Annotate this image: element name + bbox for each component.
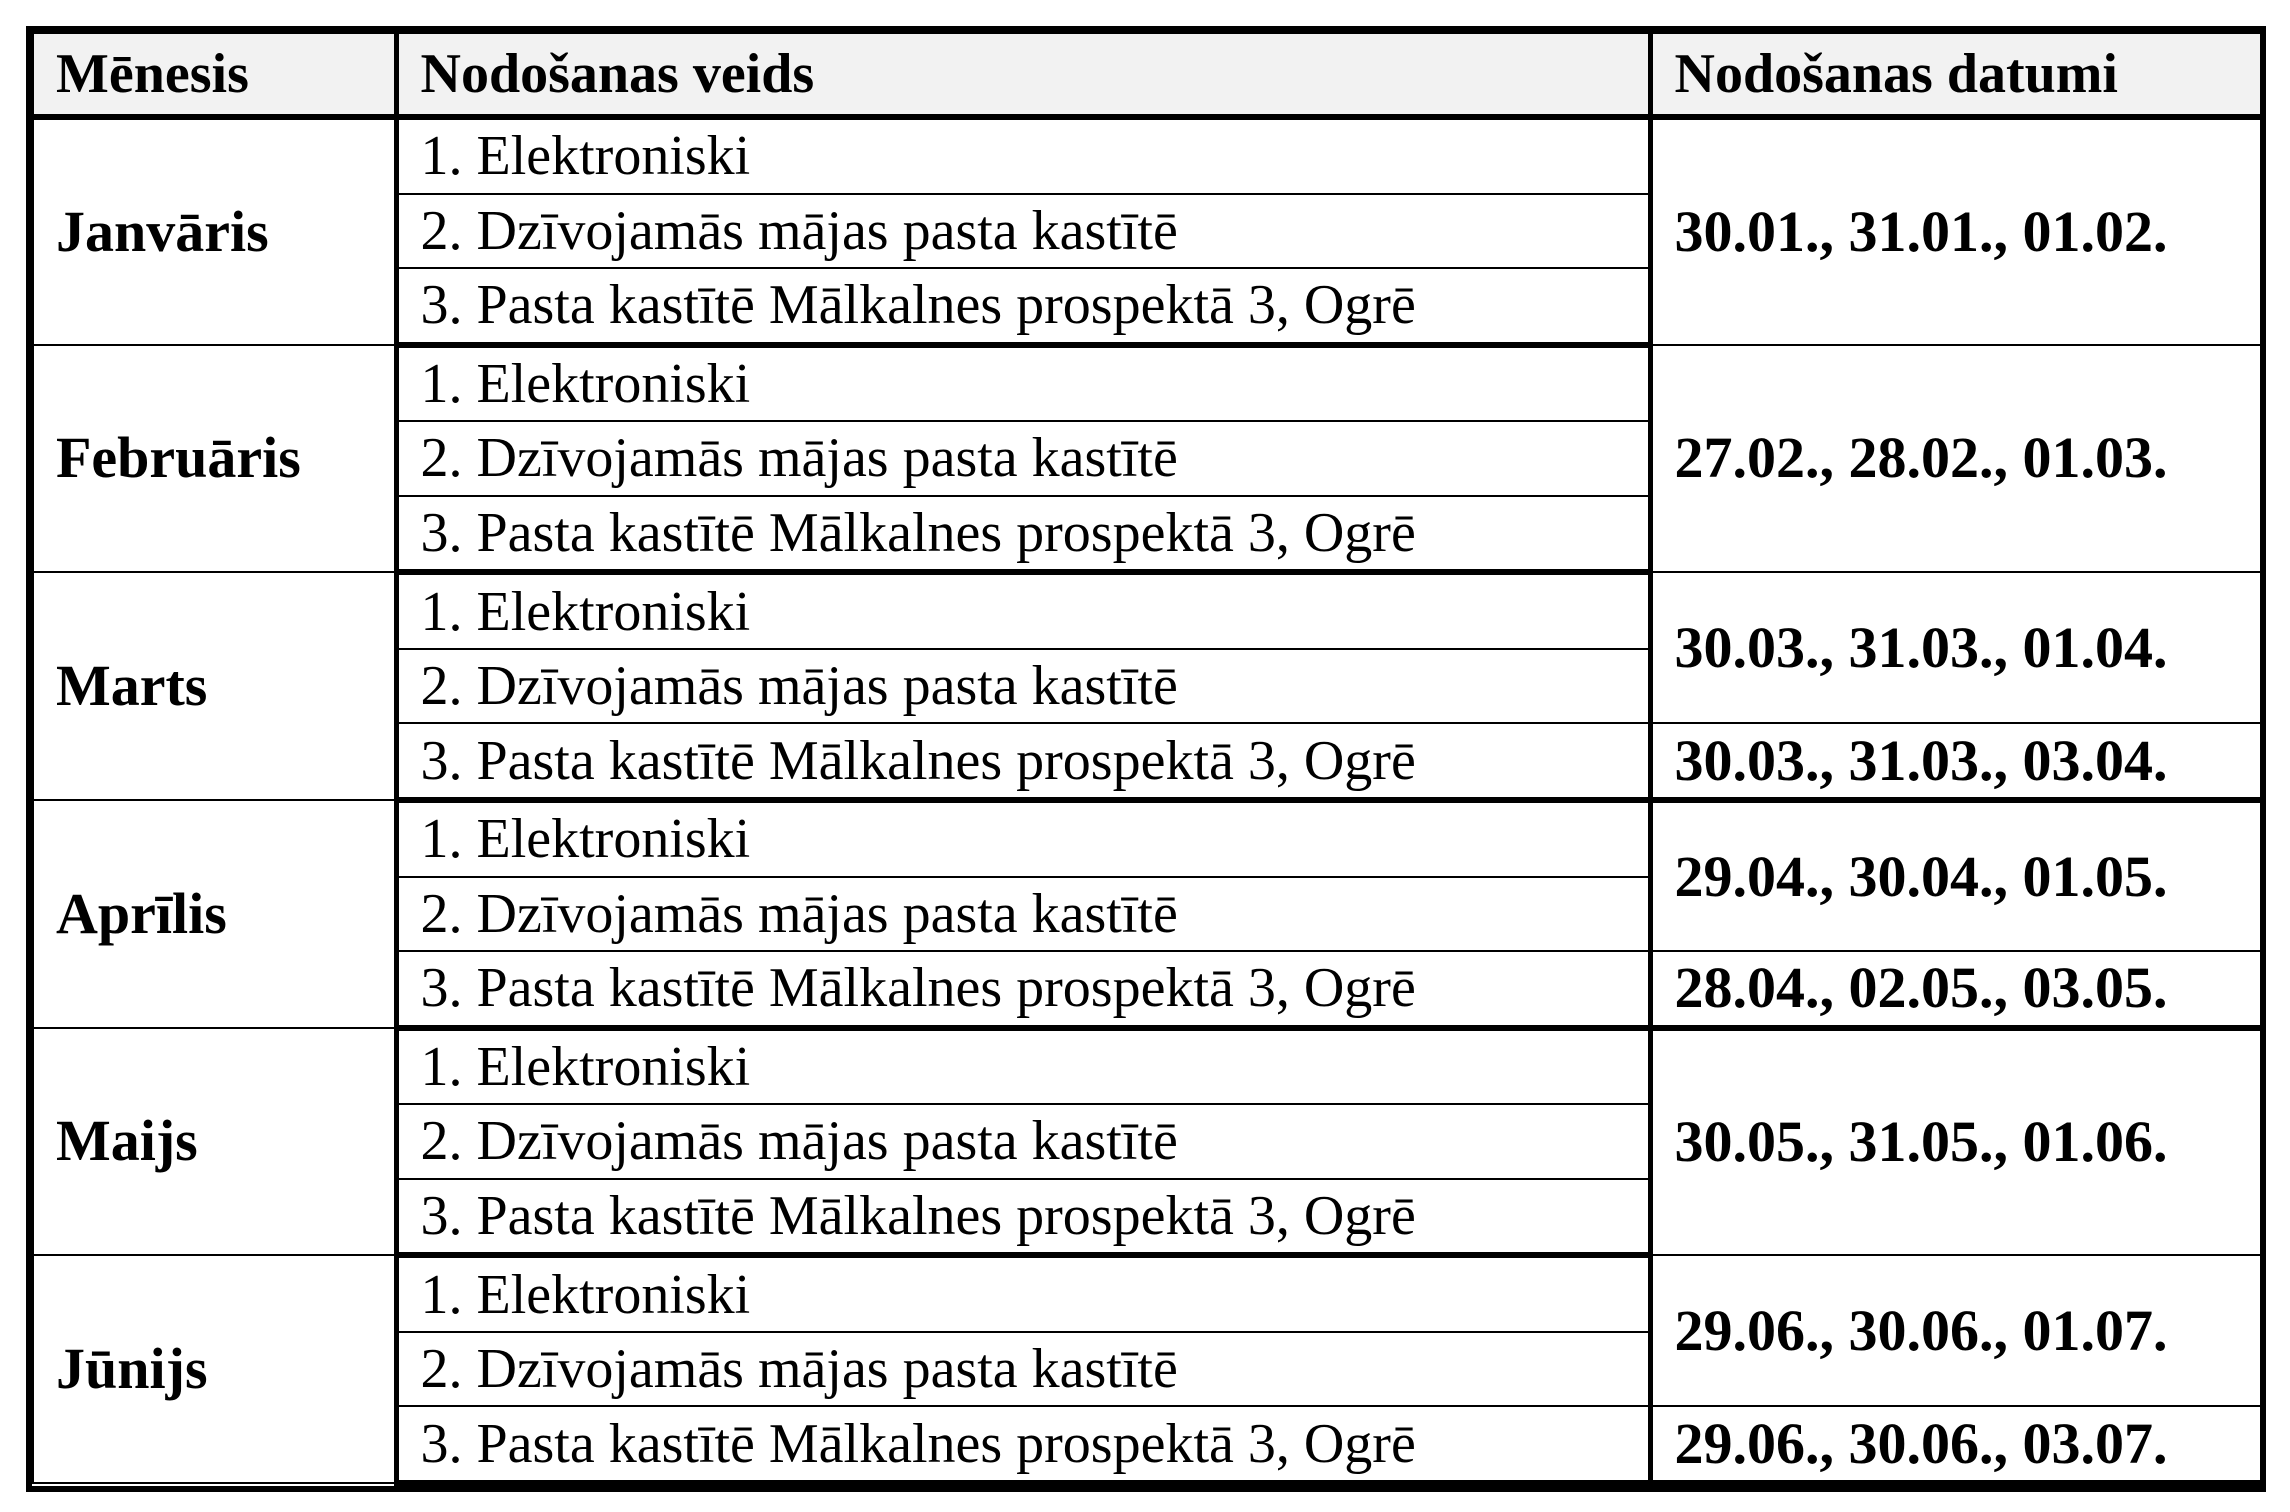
month-cell: Februāris [33, 345, 396, 573]
method-cell: 2. Dzīvojamās mājas pasta kastītē [396, 194, 1650, 269]
method-cell: 3. Pasta kastītē Mālkalnes prospektā 3, Ogrē [396, 1406, 1650, 1483]
header-dates: Nodošanas datumi [1650, 33, 2261, 117]
dates-cell: 28.04., 02.05., 03.05. [1650, 951, 2261, 1028]
month-cell: Maijs [33, 1028, 396, 1256]
table-row [33, 572, 2261, 649]
method-cell: 3. Pasta kastītē Mālkalnes prospektā 3, Ogrē [396, 496, 1650, 573]
schedule-body [33, 117, 2261, 1483]
table-row [33, 117, 2261, 194]
month-cell: Jūnijs [33, 1255, 396, 1483]
table-row [33, 345, 2261, 422]
table-row [33, 1255, 2261, 1332]
schedule-sheet [26, 26, 2266, 1492]
method-cell: 1. Elektroniski [396, 800, 1650, 877]
method-cell: 1. Elektroniski [396, 1028, 1650, 1105]
method-cell: 2. Dzīvojamās mājas pasta kastītē [396, 1104, 1650, 1179]
method-cell: 1. Elektroniski [396, 1255, 1650, 1332]
method-cell: 1. Elektroniski [396, 572, 1650, 649]
method-cell: 3. Pasta kastītē Mālkalnes prospektā 3, Ogrē [396, 723, 1650, 800]
month-cell: Aprīlis [33, 800, 396, 1028]
method-cell: 3. Pasta kastītē Mālkalnes prospektā 3, Ogrē [396, 268, 1650, 345]
dates-cell: 29.04., 30.04., 01.05. [1650, 800, 2261, 951]
table-row [33, 1028, 2261, 1105]
method-cell: 2. Dzīvojamās mājas pasta kastītē [396, 1332, 1650, 1407]
dates-cell: 30.05., 31.05., 01.06. [1650, 1028, 2261, 1256]
dates-cell: 27.02., 28.02., 01.03. [1650, 345, 2261, 573]
method-cell: 2. Dzīvojamās mājas pasta kastītē [396, 877, 1650, 952]
month-cell: Marts [33, 572, 396, 800]
method-cell: 1. Elektroniski [396, 345, 1650, 422]
dates-cell: 30.01., 31.01., 01.02. [1650, 117, 2261, 345]
method-cell: 3. Pasta kastītē Mālkalnes prospektā 3, Ogrē [396, 1179, 1650, 1256]
table-row [33, 800, 2261, 877]
dates-cell: 29.06., 30.06., 01.07. [1650, 1255, 2261, 1406]
dates-cell: 30.03., 31.03., 01.04. [1650, 572, 2261, 723]
schedule-table [32, 32, 2262, 1486]
header-row [33, 33, 2261, 117]
method-cell: 2. Dzīvojamās mājas pasta kastītē [396, 421, 1650, 496]
month-cell: Janvāris [33, 117, 396, 345]
method-cell: 2. Dzīvojamās mājas pasta kastītē [396, 649, 1650, 724]
header-month: Mēnesis [33, 33, 396, 117]
method-cell: 3. Pasta kastītē Mālkalnes prospektā 3, Ogrē [396, 951, 1650, 1028]
method-cell: 1. Elektroniski [396, 117, 1650, 194]
dates-cell: 30.03., 31.03., 03.04. [1650, 723, 2261, 800]
dates-cell: 29.06., 30.06., 03.07. [1650, 1406, 2261, 1483]
header-method: Nodošanas veids [396, 33, 1650, 117]
